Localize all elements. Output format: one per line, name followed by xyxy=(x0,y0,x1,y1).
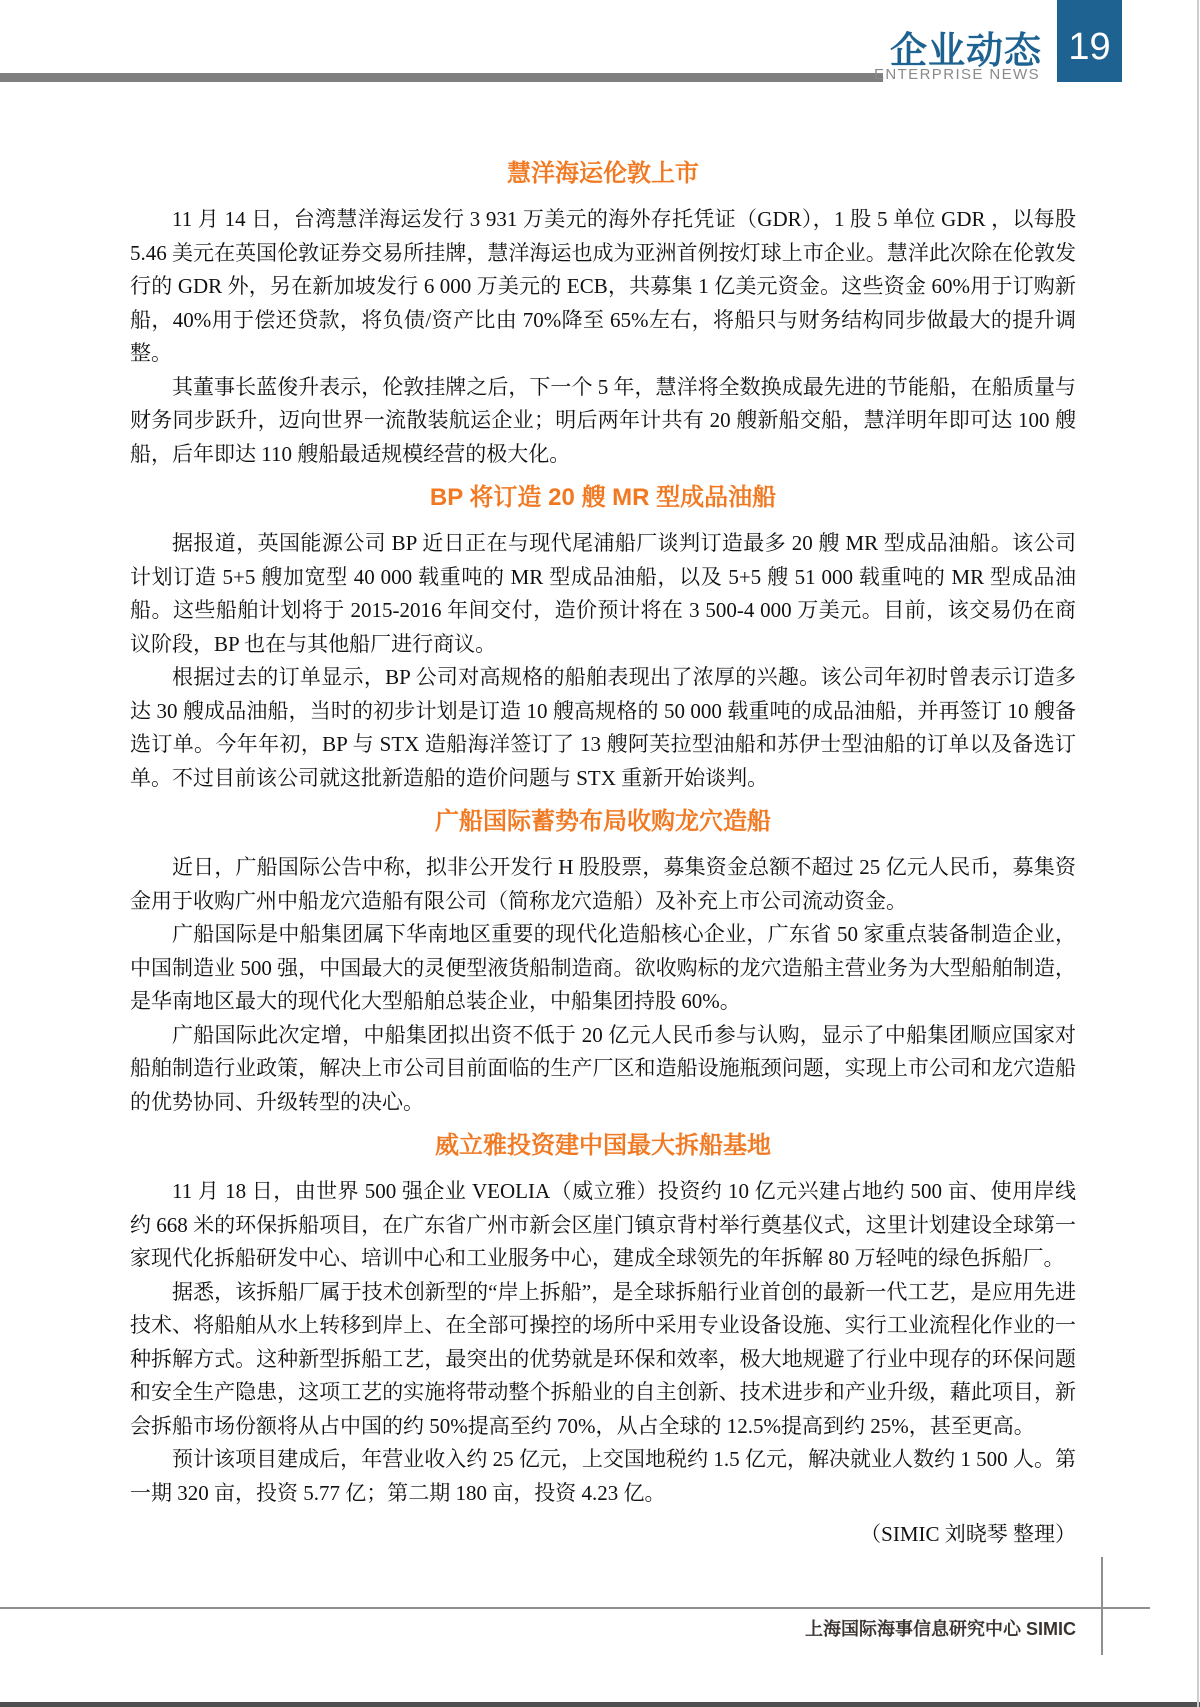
article-paragraph: 11 月 14 日，台湾慧洋海运发行 3 931 万美元的海外存托凭证（GDR），1 股 5 单位 GDR ，以每股 5.46 美元在英国伦敦证券交易所挂牌，慧洋海运也成为亚洲首例按灯球上市企业。慧洋此次除在伦敦发行的 GDR 外，另在新加坡发行 6 000 万美元的 ECB，共募集 1 亿美元资金。这些资金 60%用于订购新船，40%用于偿还贷款，将负债/资产比由 70%降至 65%左右，将船只与财务结构同步做最大的提升调整。 xyxy=(130,207,1076,365)
page-content xyxy=(0,120,1200,1552)
byline: （SIMIC 刘晓琴 整理） xyxy=(860,1522,1076,1546)
page-number-box xyxy=(1057,0,1122,82)
article-veolia xyxy=(130,1129,1076,1510)
footer-rule xyxy=(0,1607,1150,1609)
article-guangchuan xyxy=(130,805,1076,1119)
article-paragraph: 预计该项目建成后，年营业收入约 25 亿元，上交国地税约 1.5 亿元，解决就业人数约 1 500 人。第一期 320 亩，投资 5.77 亿；第二期 180 亩，投资 4.23 亿。 xyxy=(130,1447,1076,1505)
article-paragraph: 据报道，英国能源公司 BP 近日正在与现代尾浦船厂谈判订造最多 20 艘 MR 型成品油船。该公司计划订造 5+5 艘加宽型 40 000 载重吨的 MR 型成品油船，以及 5+5 艘 51 000 载重吨的 MR 型成品油船。这些船舶计划将于 2015-2016 年间交付，造价预计将在 3 500-4 000 万美元。目前，该交易仍在商议阶段，BP 也在与其他船厂进行商议。 xyxy=(130,531,1076,656)
article-paragraph: 其董事长蓝俊升表示，伦敦挂牌之后，下一个 5 年，慧洋将全数换成最先进的节能船，在船质量与财务同步跃升，迈向世界一流散装航运企业；明后两年计共有 20 艘新船交船，慧洋明年即可达 100 艘船，后年即达 110 艘船最适规模经营的极大化。 xyxy=(130,374,1076,466)
article-paragraph: 据悉，该拆船厂属于技术创新型的“岸上拆船”，是全球拆船行业首创的最新一代工艺，是应用先进技术、将船舶从水上转移到岸上、在全部可操控的场所中采用专业设备设施、实行工业流程化作业的一种拆解方式。这种新型拆船工艺，最突出的优势就是环保和效率，极大地规避了行业中现存的环保问题和安全生产隐患，这项工艺的实施将带动整个拆船业的自主创新、技术进步和产业升级，藉此项目，新会拆船市场份额将从占中国的约 50%提高至约 70%，从占全球的 12.5%提高到约 25%，甚至更高。 xyxy=(130,1279,1076,1438)
footer-text: 上海国际海事信息研究中心 SIMIC xyxy=(804,1619,1076,1639)
article-title: BP 将订造 20 艘 MR 型成品油船 xyxy=(429,484,777,511)
page-header xyxy=(0,0,1200,120)
page-bottom-bar xyxy=(0,1702,1200,1707)
page-number: 19 xyxy=(1068,26,1111,68)
article-paragraph: 广船国际此次定增，中船集团拟出资不低于 20 亿元人民币参与认购，显示了中船集团顺应国家对船舶制造行业政策，解决上市公司目前面临的生产厂区和造船设施瓶颈问题，实现上市公司和龙穴造船的优势协同、升级转型的决心。 xyxy=(130,1022,1076,1114)
article-title: 威立雅投资建中国最大拆船基地 xyxy=(435,1132,771,1159)
footer-vertical-rule xyxy=(1101,1557,1103,1655)
article-paragraph: 广船国际是中船集团属下华南地区重要的现代化造船核心企业，广东省 50 家重点装备制造企业，中国制造业 500 强，中国最大的灵便型液货船制造商。欲收购标的龙穴造船主营业务为大型船舶制造，是华南地区最大的现代化大型船舶总装企业，中船集团持股 60%。 xyxy=(130,922,1076,1013)
page-right-edge xyxy=(1197,0,1199,1707)
article-huiyang xyxy=(130,157,1076,471)
article-paragraph: 近日，广船国际公告中称，拟非公开发行 H 股股票，募集资金总额不超过 25 亿元人民币，募集资金用于收购广州中船龙穴造船有限公司（简称龙穴造船）及补充上市公司流动资金。 xyxy=(130,855,1076,913)
article-bp-tankers xyxy=(130,481,1076,795)
article-paragraph: 根据过去的订单显示，BP 公司对高规格的船舶表现出了浓厚的兴趣。该公司年初时曾表示订造多达 30 艘成品油船，当时的初步计划是订造 10 艘高规格的 50 000 载重吨的成品油船，并再签订 10 艘备选订单。今年年初，BP 与 STX 造船海洋签订了 13 艘阿芙拉型油船和苏伊士型油船的订单以及备选订单。不过目前该公司就这批新造船的造价问题与 STX 重新开始谈判。 xyxy=(130,665,1076,790)
article-title: 慧洋海运伦敦上市 xyxy=(507,160,699,187)
article-title: 广船国际蓄势布局收购龙穴造船 xyxy=(435,808,771,835)
section-title-cn: 企业动态 xyxy=(890,30,1042,71)
header-divider-bar xyxy=(0,73,883,82)
section-title-en: ENTERPRISE NEWS xyxy=(873,66,1040,83)
article-paragraph: 11 月 18 日，由世界 500 强企业 VEOLIA（威立雅）投资约 10 亿元兴建占地约 500 亩、使用岸线约 668 米的环保拆船项目，在广东省广州市新会区崖门镇京背村举行奠基仪式，这里计划建设全球第一家现代化拆船研发中心、培训中心和工业服务中心，建成全球领先的年拆解 80 万轻吨的绿色拆船厂。 xyxy=(130,1179,1076,1270)
